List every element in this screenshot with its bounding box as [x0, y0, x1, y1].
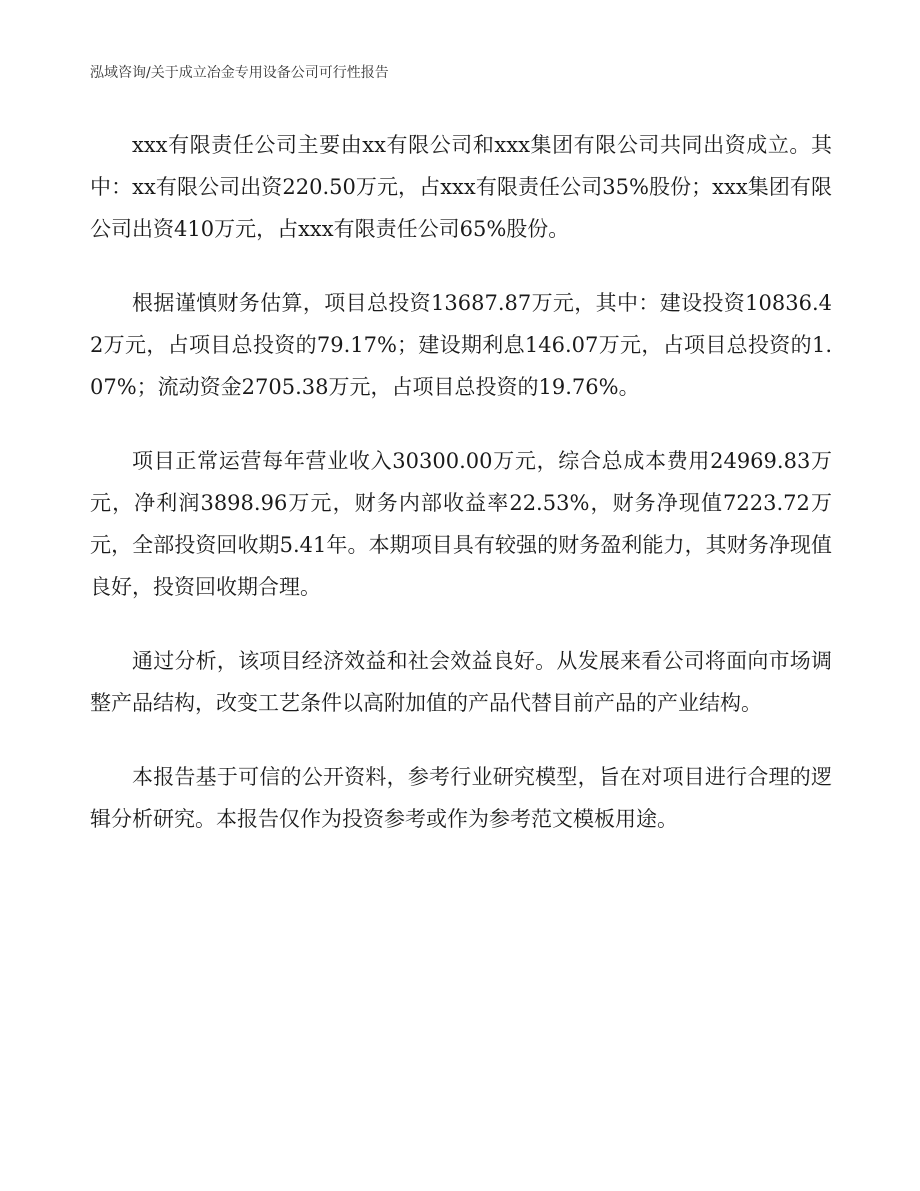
paragraph-shareholders: xxx有限责任公司主要由xx有限公司和xxx集团有限公司共同出资成立。其中：xx有限公司出资220.50万元，占xxx有限责任公司35%股份；xxx集团有限公司出资410万元，占xxx有限责任公司65%股份。	[90, 133, 832, 241]
paragraph-analysis: 通过分析，该项目经济效益和社会效益良好。从发展来看公司将面向市场调整产品结构，改变工艺条件以高附加值的产品代替目前产品的产业结构。	[90, 649, 832, 715]
paragraph-disclaimer: 本报告基于可信的公开资料，参考行业研究模型，旨在对项目进行合理的逻辑分析研究。本报告仅作为投资参考或作为参考范文模板用途。	[90, 765, 832, 831]
paragraph-investment: 根据谨慎财务估算，项目总投资13687.87万元，其中：建设投资10836.42万元，占项目总投资的79.17%；建设期利息146.07万元，占项目总投资的1.07%；流动资金2705.38万元，占项目总投资的19.76%。	[90, 291, 832, 399]
document-body	[90, 124, 832, 872]
paragraph-revenue: 项目正常运营每年营业收入30300.00万元，综合总成本费用24969.83万元，净利润3898.96万元，财务内部收益率22.53%，财务净现值7223.72万元，全部投资回收期5.41年。本期项目具有较强的财务盈利能力，其财务净现值良好，投资回收期合理。	[90, 449, 832, 599]
page-header: 泓域咨询/关于成立冶金专用设备公司可行性报告	[90, 65, 389, 81]
